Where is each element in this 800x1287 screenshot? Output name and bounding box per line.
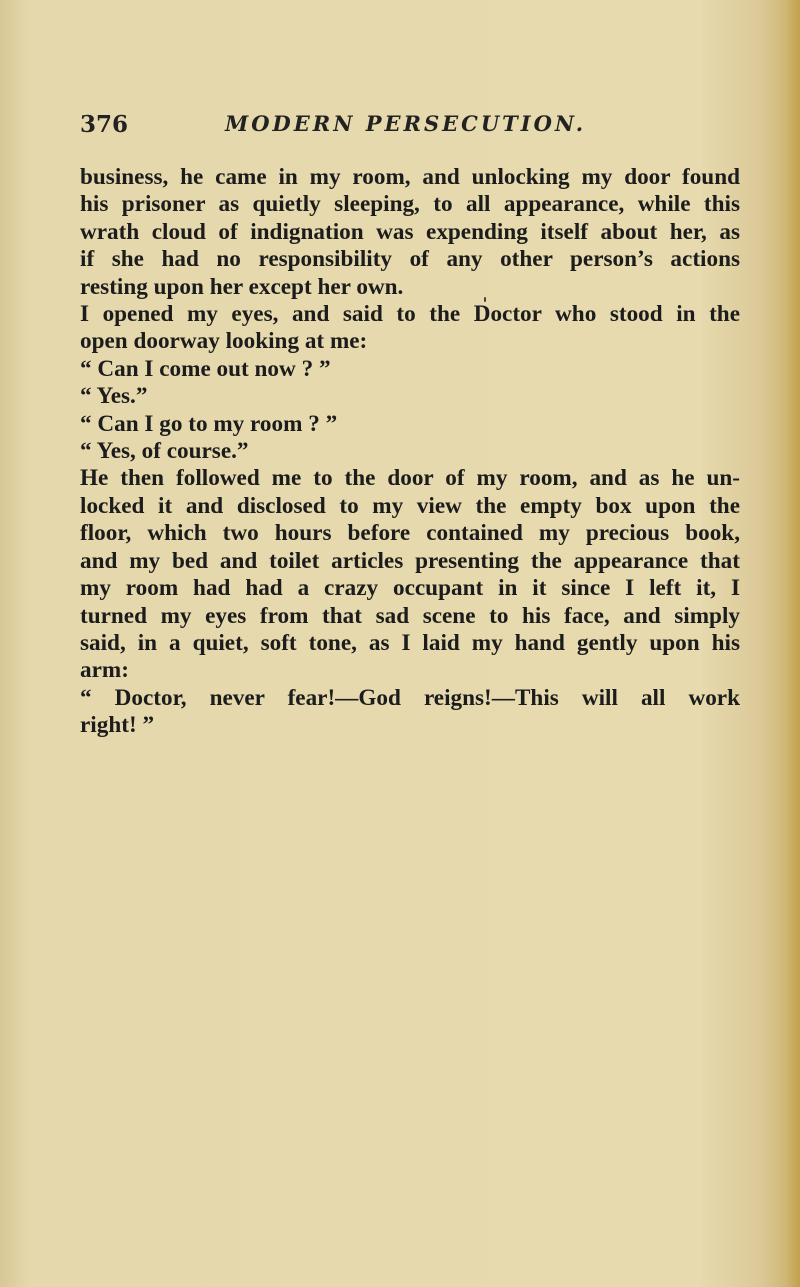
text-line: He then followed me to the door of my room, and as he un-	[80, 465, 740, 492]
text-line: if she had no responsibility of any other person’s actions	[80, 246, 740, 273]
text-line: resting upon her except her own.	[80, 273, 404, 300]
text-line: locked it and disclosed to my view the empty box upon the	[80, 492, 740, 519]
text-line: I opened my eyes, and said to the Doctor who stood in the	[80, 301, 740, 328]
text-line: “ Yes.”	[80, 383, 148, 410]
text-line: open doorway looking at me:	[80, 328, 368, 355]
text-line: “ Can I come out now ? ”	[80, 355, 331, 382]
text-line: floor, which two hours before contained my precious book,	[80, 520, 740, 547]
text-line: arm:	[80, 657, 129, 684]
text-line: business, he came in my room, and unlocking my door found	[80, 164, 740, 190]
page-edge-shading	[786, 0, 800, 1287]
running-title: MODERN PERSECUTION.	[225, 111, 587, 136]
text-line: right! ”	[80, 712, 155, 739]
text-line: “ Can I go to my room ? ”	[80, 410, 338, 437]
text-line: his prisoner as quietly sleeping, to all appearance, while this	[80, 191, 740, 218]
page-header	[80, 111, 740, 141]
text-line: my room had had a crazy occupant in it since I left it, I	[80, 575, 740, 602]
text-line: “ Yes, of course.”	[80, 438, 249, 465]
body-text	[80, 164, 740, 740]
page-number: 376	[80, 111, 129, 138]
text-line: “ Doctor, never fear!—God reigns!—This will all work	[80, 684, 740, 711]
text-line: turned my eyes from that sad scene to his face, and simply	[80, 602, 740, 629]
text-line: and my bed and toilet articles presenting the appearance that	[80, 547, 740, 574]
text-line: said, in a quiet, soft tone, as I laid my hand gently upon his	[80, 629, 740, 656]
text-line: wrath cloud of indignation was expending itself about her, as	[80, 218, 740, 245]
